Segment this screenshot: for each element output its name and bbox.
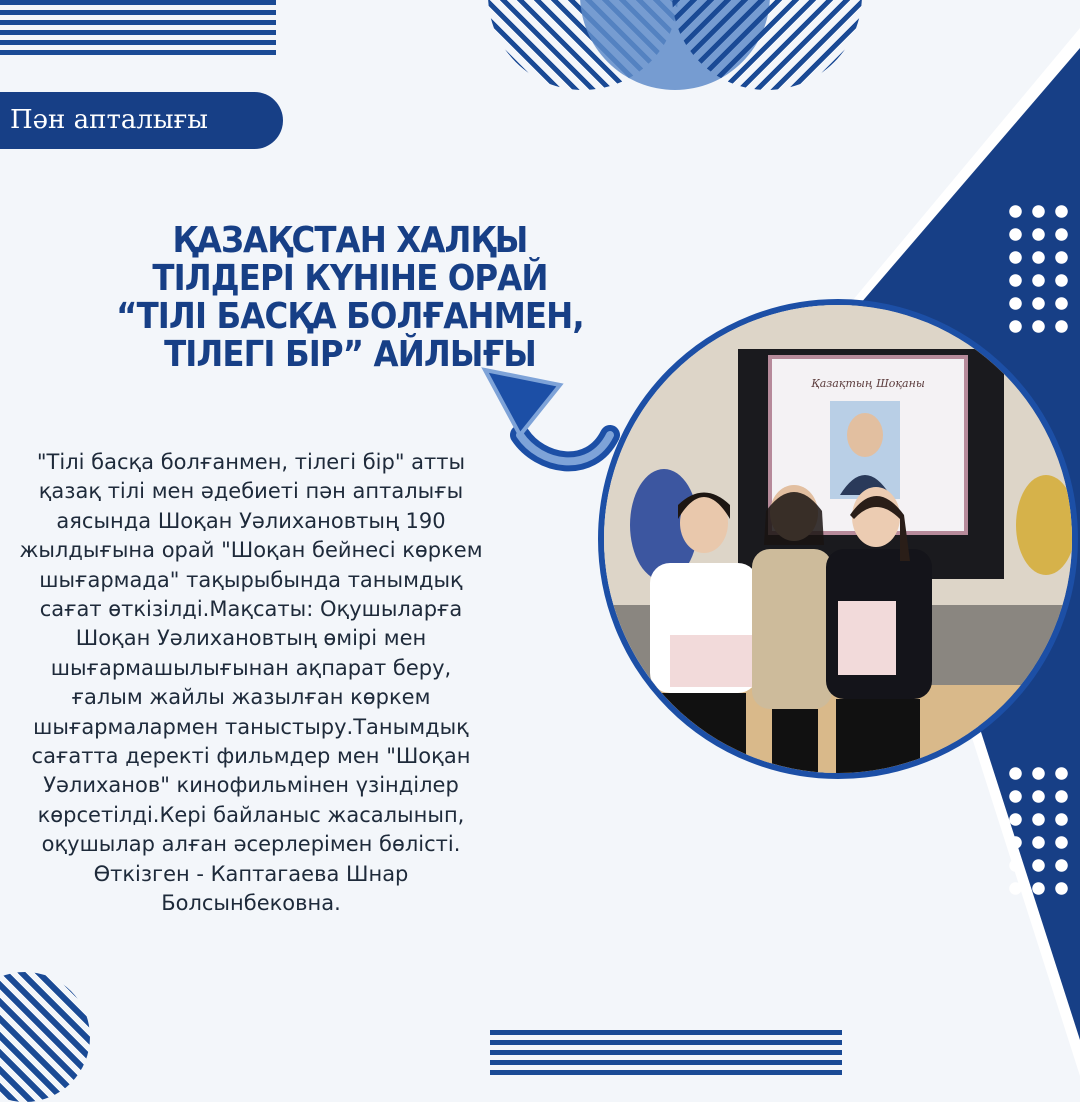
title-line: ҚАЗАҚСТАН ХАЛҚЫ — [172, 220, 528, 261]
subject-week-tag: Пән апталығы — [0, 92, 283, 149]
text-line: шығармалармен таныстыру.Танымдық — [33, 714, 469, 739]
text-line: Уәлиханов" кинофильмінен үзінділер — [43, 773, 459, 798]
text-line: шығармашылығынан ақпарат беру, — [50, 655, 452, 680]
page-title — [89, 222, 611, 374]
text-line: жылдығына орай "Шоқан бейнесі көркем — [19, 538, 483, 563]
title-line: ТІЛЕГІ БІР” АЙЛЫҒЫ — [164, 334, 536, 375]
event-photo — [598, 299, 1078, 779]
text-line: көрсетілді.Кері байланыс жасалынып, — [37, 802, 465, 827]
text-line: сағат өткізілді.Мақсаты: Оқушыларға — [39, 597, 463, 622]
text-line: Болсынбековна. — [161, 891, 341, 916]
stripes-bottom-center — [490, 1030, 842, 1076]
curved-arrow-icon — [480, 365, 620, 480]
text-line: Шоқан Уәлихановтың өмірі мен — [75, 626, 427, 651]
title-line: “ТІЛІ БАСҚА БОЛҒАНМЕН, — [116, 296, 584, 337]
dot-grid-top — [1004, 200, 1074, 340]
text-line: қазақ тілі мен әдебиеті пән апталығы — [38, 479, 464, 504]
text-line: оқушылар алған әсерлерімен бөлісті. — [41, 832, 461, 857]
screen-title: Қазақтың Шоқаны — [811, 377, 925, 390]
stripes-top-left — [0, 0, 276, 58]
text-line: Өткізген - Каптагаева Шнар — [93, 861, 409, 886]
photo-illustration — [604, 305, 1072, 773]
text-line: аясында Шоқан Уәлихановтың 190 — [56, 508, 446, 533]
text-line: "Тілі басқа болғанмен, тілегі бір" атты — [36, 450, 466, 474]
dot-grid-bottom — [1004, 762, 1074, 902]
text-line: сағатта деректі фильмдер мен "Шоқан — [31, 744, 471, 769]
text-line: шығармада" тақырыбында танымдық — [39, 567, 463, 592]
description-text — [12, 448, 490, 919]
title-line: ТІЛДЕРІ КҮНІНЕ ОРАЙ — [152, 258, 548, 299]
text-line: ғалым жайлы жазылған көркем — [71, 685, 431, 710]
